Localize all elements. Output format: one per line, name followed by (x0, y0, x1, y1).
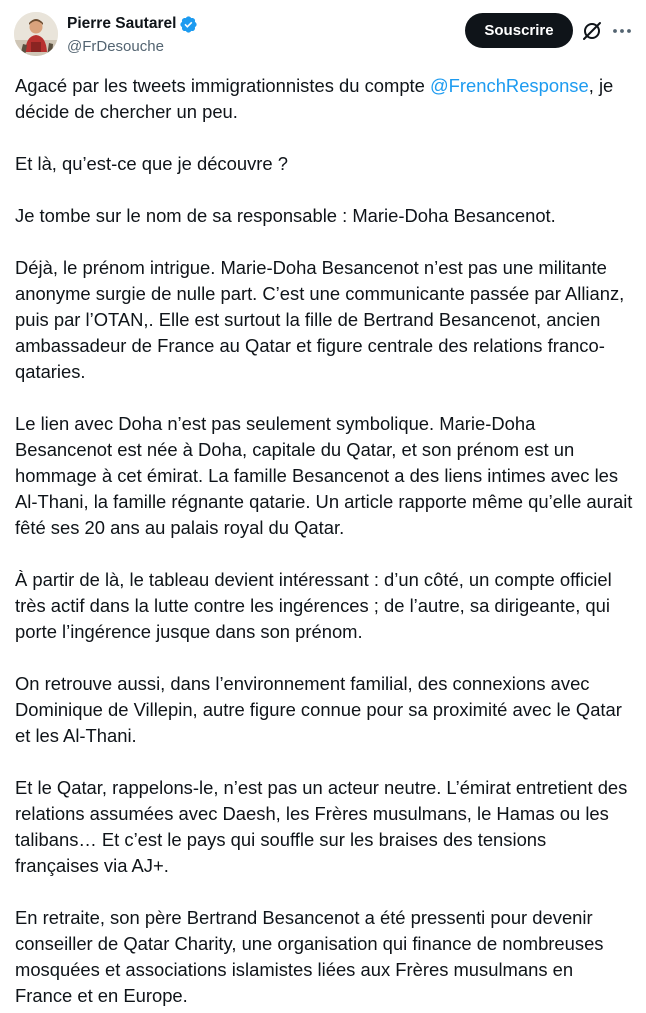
tweet-text-fragment: , je décide de chercher un peu. (15, 75, 614, 122)
tweet-paragraph-9: En retraite, son père Bertrand Besancenot a été pressenti pour devenir conseiller de Qatar Charity, une organisation qui finance de nombreuses mosquées et associations islamistes liées aux Frères musulmans en France et en Europe. (15, 907, 604, 1006)
tweet-paragraph-5: Le lien avec Doha n’est pas seulement symbolique. Marie-Doha Besancenot est née à Doha, capitale du Qatar, et son prénom est un hommage à cet émirat. La famille Besancenot a des liens intimes avec les Al-Thani, la famille régnante qatarie. Un article rapporte même qu’elle aurait fêté ses 20 ans au palais royal du Qatar. (15, 413, 633, 538)
grok-slash-icon[interactable] (580, 19, 604, 43)
tweet-paragraph-3: Je tombe sur le nom de sa responsable : Marie-Doha Besancenot. (15, 205, 556, 226)
subscribe-button[interactable]: Souscrire (465, 13, 573, 48)
tweet-header (0, 0, 646, 66)
name-row (67, 14, 198, 34)
tweet-paragraph-8: Et le Qatar, rappelons-le, n’est pas un acteur neutre. L’émirat entretient des relations assumées avec Daesh, les Frères musulmans, le Hamas ou les talibans… Et c’est le pays qui souffle sur les braises des tensions françaises via AJ+. (15, 777, 628, 876)
author-handle[interactable]: @FrDesouche (67, 38, 164, 55)
tweet-paragraph-1 (15, 73, 635, 125)
tweet-text-fragment: Agacé par les tweets immigrationnistes du compte (15, 75, 431, 96)
avatar-image (14, 12, 58, 56)
author-block (67, 14, 198, 57)
tweet-text (15, 73, 635, 1013)
tweet-paragraph-7: On retrouve aussi, dans l’environnement familial, des connexions avec Dominique de Villepin, autre figure connue pour sa proximité avec le Qatar et les Al-Thani. (15, 673, 622, 746)
mention-link[interactable]: @FrenchResponse (430, 75, 589, 96)
tweet-paragraph-4: Déjà, le prénom intrigue. Marie-Doha Besancenot n’est pas une militante anonyme surgie de nulle part. C’est une communicante passée par Allianz, puis par l’OTAN,. Elle est surtout la fille de Bertrand Besancenot, ancien ambassadeur de France au Qatar et figure centrale des relations franco-qataries. (15, 257, 625, 382)
tweet-paragraph-6: À partir de là, le tableau devient intéressant : d’un côté, un compte officiel très actif dans la lutte contre les ingérences ; de l’autre, sa dirigeante, qui porte l’ingérence jusque dans son prénom. (15, 569, 612, 642)
more-horizontal-icon[interactable] (610, 19, 634, 43)
avatar[interactable] (14, 12, 58, 56)
tweet-paragraph-2: Et là, qu’est-ce que je découvre ? (15, 153, 288, 174)
author-display-name[interactable]: Pierre Sautarel (67, 15, 177, 32)
verified-badge-icon (179, 15, 198, 34)
